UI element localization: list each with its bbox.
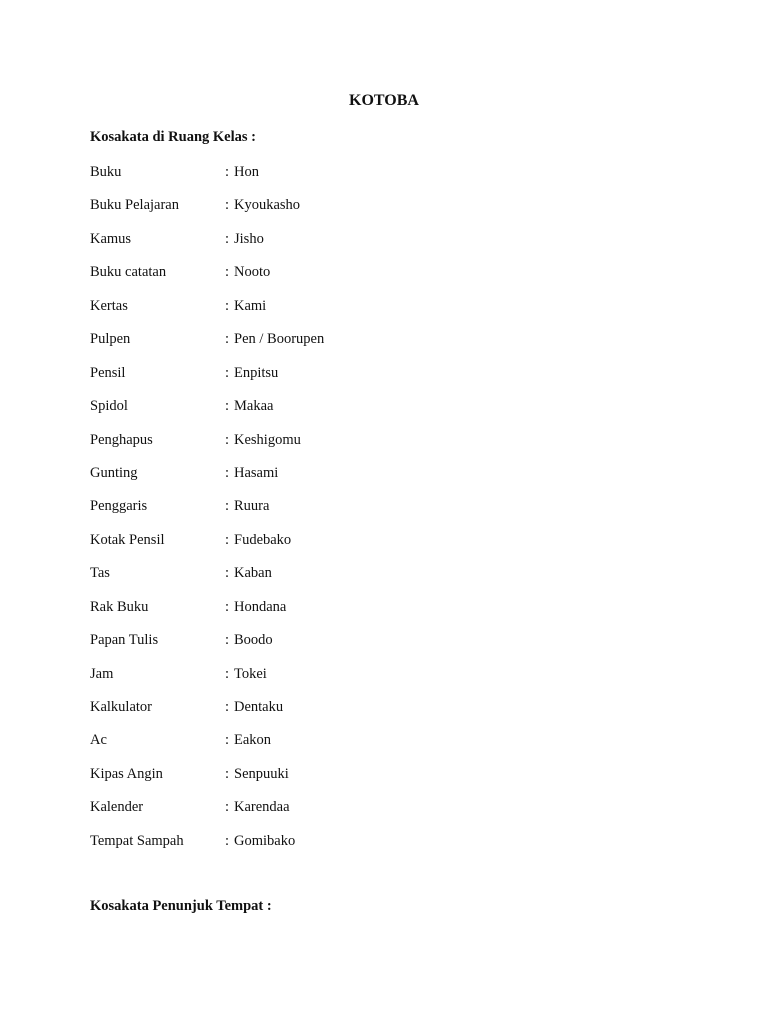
vocabulary-separator: :	[225, 431, 230, 448]
vocabulary-row	[90, 331, 324, 364]
vocabulary-meaning: Fudebako	[234, 531, 292, 548]
vocabulary-meaning: Hon	[234, 164, 259, 180]
vocabulary-row	[90, 365, 324, 398]
section-heading-classroom-vocabulary: Kosakata di Ruang Kelas :	[90, 129, 256, 145]
vocabulary-row	[90, 565, 324, 598]
vocabulary-row	[90, 666, 324, 699]
vocabulary-term: Kalender	[90, 799, 144, 816]
vocabulary-row	[90, 532, 324, 565]
vocabulary-term: Papan Tulis	[90, 632, 159, 649]
vocabulary-meaning: Enpitsu	[234, 364, 279, 381]
vocabulary-separator: :	[225, 832, 230, 849]
vocabulary-meaning: Kaban	[234, 565, 272, 582]
vocabulary-row	[90, 599, 324, 632]
vocabulary-row	[90, 833, 324, 866]
vocabulary-term: Rak Buku	[90, 598, 149, 615]
vocabulary-term: Spidol	[90, 398, 128, 415]
vocabulary-separator: :	[225, 531, 230, 548]
vocabulary-separator: :	[225, 799, 230, 816]
vocabulary-meaning: Hasami	[234, 464, 279, 481]
vocabulary-separator: :	[225, 565, 230, 582]
vocabulary-separator: :	[225, 665, 230, 682]
vocabulary-meaning: Ruura	[234, 498, 270, 515]
vocabulary-term: Buku Pelajaran	[90, 197, 179, 214]
vocabulary-separator: :	[225, 699, 230, 715]
vocabulary-meaning: Nooto	[234, 264, 271, 281]
vocabulary-term: Kotak Pensil	[90, 531, 165, 548]
vocabulary-separator: :	[225, 498, 230, 515]
vocabulary-separator: :	[225, 464, 230, 481]
vocabulary-row	[90, 197, 324, 230]
vocabulary-separator: :	[225, 197, 230, 214]
vocabulary-meaning: Boodo	[234, 632, 273, 649]
document-title: KOTOBA	[349, 92, 419, 109]
vocabulary-separator: :	[225, 765, 230, 782]
vocabulary-term: Ac	[90, 732, 107, 749]
vocabulary-term: Penghapus	[90, 431, 153, 448]
vocabulary-meaning: Makaa	[234, 398, 274, 415]
vocabulary-term: Pensil	[90, 364, 126, 381]
vocabulary-row	[90, 298, 324, 331]
vocabulary-row	[90, 432, 324, 465]
vocabulary-meaning: Kyoukasho	[234, 197, 301, 214]
vocabulary-row	[90, 264, 324, 297]
vocabulary-term: Kertas	[90, 297, 128, 314]
vocabulary-meaning: Hondana	[234, 598, 287, 615]
vocabulary-separator: :	[225, 598, 230, 615]
vocabulary-separator: :	[225, 264, 230, 281]
vocabulary-meaning: Gomibako	[234, 832, 296, 849]
vocabulary-meaning: Pen / Boorupen	[234, 331, 325, 348]
vocabulary-meaning: Dentaku	[234, 699, 284, 715]
vocabulary-separator: :	[225, 632, 230, 649]
vocabulary-term: Buku	[90, 164, 122, 180]
vocabulary-separator: :	[225, 297, 230, 314]
vocabulary-meaning: Jisho	[234, 230, 264, 247]
section-heading-place-vocabulary: Kosakata Penunjuk Tempat :	[90, 898, 272, 914]
vocabulary-row	[90, 231, 324, 264]
vocabulary-row	[90, 766, 324, 799]
vocabulary-separator: :	[225, 164, 230, 180]
vocabulary-separator: :	[225, 230, 230, 247]
vocabulary-separator: :	[225, 732, 230, 749]
vocabulary-row	[90, 164, 324, 197]
vocabulary-term: Gunting	[90, 464, 138, 481]
vocabulary-term: Kamus	[90, 230, 132, 247]
vocabulary-row	[90, 632, 324, 665]
vocabulary-row	[90, 465, 324, 498]
vocabulary-term: Kipas Angin	[90, 765, 163, 782]
vocabulary-row	[90, 732, 324, 765]
vocabulary-meaning: Eakon	[234, 732, 272, 749]
vocabulary-term: Tempat Sampah	[90, 832, 184, 849]
vocabulary-row	[90, 799, 324, 832]
vocabulary-term: Jam	[90, 665, 114, 682]
vocabulary-row	[90, 699, 324, 732]
vocabulary-list	[90, 164, 324, 866]
vocabulary-term: Buku catatan	[90, 264, 167, 281]
vocabulary-separator: :	[225, 364, 230, 381]
vocabulary-term: Tas	[90, 565, 110, 582]
vocabulary-meaning: Tokei	[234, 665, 267, 682]
vocabulary-meaning: Keshigomu	[234, 431, 301, 448]
vocabulary-separator: :	[225, 331, 230, 348]
vocabulary-separator: :	[225, 398, 230, 415]
vocabulary-term: Penggaris	[90, 498, 148, 515]
vocabulary-term: Pulpen	[90, 331, 131, 348]
vocabulary-row	[90, 498, 324, 531]
vocabulary-meaning: Kami	[234, 297, 267, 314]
vocabulary-row	[90, 398, 324, 431]
vocabulary-term: Kalkulator	[90, 699, 153, 715]
vocabulary-meaning: Senpuuki	[234, 765, 289, 782]
vocabulary-meaning: Karendaa	[234, 799, 290, 816]
